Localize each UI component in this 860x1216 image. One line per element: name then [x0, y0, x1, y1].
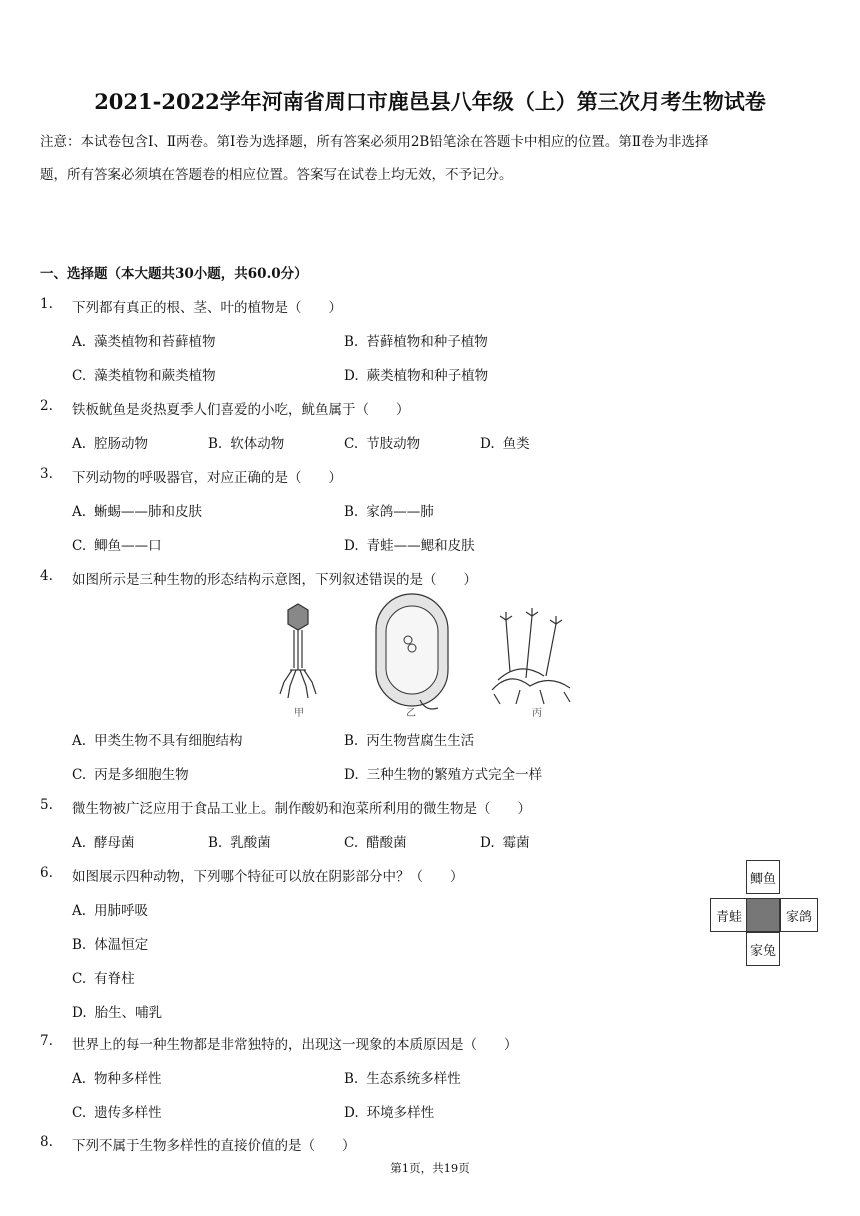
option-2b: B. 软体动物 [208, 436, 285, 452]
option-4b: B. 丙生物营腐生生活 [344, 733, 475, 749]
option-6d: D. 胎生、哺乳 [72, 1005, 163, 1021]
option-3c: C. 鲫鱼——口 [72, 538, 162, 554]
option-3b: B. 家鸽——肺 [344, 504, 434, 520]
figure-label-yi: 乙 [406, 708, 416, 719]
bacteriophage-illustration [280, 604, 316, 698]
option-7d: D. 环境多样性 [344, 1105, 435, 1121]
question-number: 4. [40, 568, 53, 584]
option-1d: D. 蕨类植物和种子植物 [344, 368, 489, 384]
shaded-center-cell [746, 898, 780, 932]
cell-rabbit: 家兔 [746, 932, 780, 966]
option-5c: C. 醋酸菌 [344, 835, 407, 851]
question-number: 5. [40, 797, 53, 813]
page-footer: 第1页，共19页 [390, 1161, 470, 1175]
exam-notice [40, 126, 825, 192]
option-3a: A. 蜥蜴——肺和皮肤 [72, 504, 203, 520]
question-text: 如图所示是三种生物的形态结构示意图，下列叙述错误的是（ ） [72, 572, 477, 588]
cell-frog: 青蛙 [710, 898, 748, 932]
option-6c: C. 有脊柱 [72, 971, 135, 987]
question-number: 1. [40, 296, 53, 312]
bacterium-illustration [376, 594, 448, 709]
option-4c: C. 丙是多细胞生物 [72, 767, 189, 783]
option-6a: A. 用肺呼吸 [72, 903, 149, 919]
question-number: 8. [40, 1134, 53, 1150]
option-2d: D. 鱼类 [480, 436, 530, 452]
option-1b: B. 苔藓植物和种子植物 [344, 334, 488, 350]
question-text: 下列不属于生物多样性的直接价值的是（ ） [72, 1138, 356, 1154]
option-5a: A. 酵母菌 [72, 835, 135, 851]
option-7a: A. 物种多样性 [72, 1071, 162, 1087]
option-6b: B. 体温恒定 [72, 937, 149, 953]
option-5b: B. 乳酸菌 [208, 835, 271, 851]
question-text: 如图展示四种动物，下列哪个特征可以放在阴影部分中？（ ） [72, 869, 464, 885]
cell-crucian-carp: 鲫鱼 [746, 860, 780, 894]
mold-illustration [492, 608, 570, 704]
microbe-figure [270, 590, 590, 720]
option-7b: B. 生态系统多样性 [344, 1071, 461, 1087]
question-text: 铁板鱿鱼是炎热夏季人们喜爱的小吃，鱿鱼属于（ ） [72, 402, 410, 418]
option-2a: A. 腔肠动物 [72, 436, 149, 452]
option-1c: C. 藻类植物和蕨类植物 [72, 368, 216, 384]
figure-label-jia: 甲 [294, 708, 304, 719]
option-3d: D. 青蛙——鳃和皮肤 [344, 538, 475, 554]
cell-pigeon: 家鸽 [780, 898, 818, 932]
page-title: 2021-2022学年河南省周口市鹿邑县八年级（上）第三次月考生物试卷 [94, 89, 766, 114]
option-4a: A. 甲类生物不具有细胞结构 [72, 733, 243, 749]
option-1a: A. 藻类植物和苔藓植物 [72, 334, 216, 350]
animal-cross-diagram [708, 860, 818, 970]
figure-label-bing: 丙 [532, 708, 542, 719]
section-heading: 一、选择题（本大题共30小题，共60.0分） [40, 266, 308, 282]
option-4d: D. 三种生物的繁殖方式完全一样 [344, 767, 543, 783]
question-text: 世界上的每一种生物都是非常独特的，出现这一现象的本质原因是（ ） [72, 1037, 518, 1053]
question-number: 2. [40, 398, 53, 414]
option-2c: C. 节肢动物 [344, 436, 421, 452]
option-5d: D. 霉菌 [480, 835, 530, 851]
option-7c: C. 遗传多样性 [72, 1105, 162, 1121]
question-text: 下列动物的呼吸器官，对应正确的是（ ） [72, 470, 342, 486]
notice-line-2: 题，所有答案必须填在答题卷的相应位置。答案写在试卷上均无效，不予记分。 [40, 167, 513, 183]
question-text: 微生物被广泛应用于食品工业上。制作酸奶和泡菜所利用的微生物是（ ） [72, 801, 531, 817]
question-text: 下列都有真正的根、茎、叶的植物是（ ） [72, 300, 342, 316]
question-number: 3. [40, 466, 53, 482]
question-number: 6. [40, 865, 53, 881]
notice-line-1: 注意：本试卷包含Ⅰ、Ⅱ两卷。第Ⅰ卷为选择题，所有答案必须用2B铅笔涂在答题卡中相应的位置。第Ⅱ卷为非选择 [40, 134, 709, 150]
question-number: 7. [40, 1033, 53, 1049]
